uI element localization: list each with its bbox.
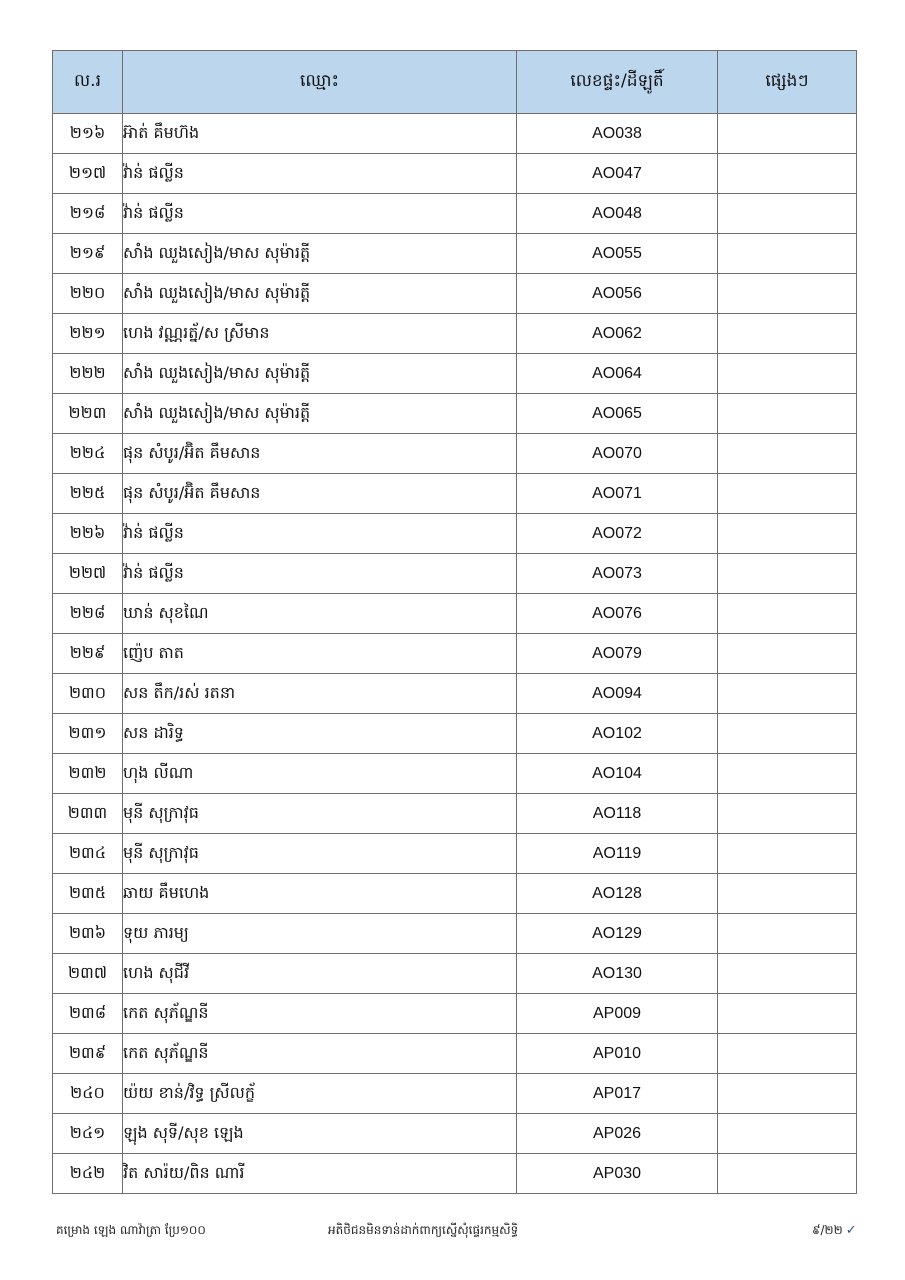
row-name: វ៉ាន់ ផល្លីន xyxy=(123,194,517,234)
row-number: ២៣៩ xyxy=(53,1034,123,1074)
row-number: ២៣០ xyxy=(53,674,123,714)
row-house-plot-number: AO119 xyxy=(517,834,718,874)
table-row xyxy=(53,514,857,554)
row-name: ហេង សុជីវី xyxy=(123,954,517,994)
row-number: ២២៥ xyxy=(53,474,123,514)
row-name: មុនី សុក្រាវុធ xyxy=(123,834,517,874)
table-row xyxy=(53,354,857,394)
row-number: ២២៣ xyxy=(53,394,123,434)
row-number: ២៣៧ xyxy=(53,954,123,994)
row-house-plot-number: AO072 xyxy=(517,514,718,554)
table-row xyxy=(53,154,857,194)
row-other xyxy=(718,394,857,434)
row-other xyxy=(718,674,857,714)
row-house-plot-number: AO076 xyxy=(517,594,718,634)
row-number: ២៣៥ xyxy=(53,874,123,914)
row-name: ញ៉េប តាត xyxy=(123,634,517,674)
row-house-plot-number: AO128 xyxy=(517,874,718,914)
row-number: ២៣២ xyxy=(53,754,123,794)
row-house-plot-number: AP009 xyxy=(517,994,718,1034)
table-row xyxy=(53,1114,857,1154)
row-number: ២២៦ xyxy=(53,514,123,554)
row-other xyxy=(718,1154,857,1194)
row-number: ២១៦ xyxy=(53,114,123,154)
row-number: ២៣៦ xyxy=(53,914,123,954)
row-number: ២២៩ xyxy=(53,634,123,674)
row-number: ២៣១ xyxy=(53,714,123,754)
row-house-plot-number: AO071 xyxy=(517,474,718,514)
table-row xyxy=(53,674,857,714)
row-number: ២៣៨ xyxy=(53,994,123,1034)
row-name: ទុយ ភារម្យ xyxy=(123,914,517,954)
row-other xyxy=(718,234,857,274)
table-row xyxy=(53,114,857,154)
row-number: ២២៧ xyxy=(53,554,123,594)
row-other xyxy=(718,594,857,634)
table-row xyxy=(53,474,857,514)
row-other xyxy=(718,554,857,594)
row-number: ២៤១ xyxy=(53,1114,123,1154)
row-number: ២២១ xyxy=(53,314,123,354)
table-row xyxy=(53,954,857,994)
header-number: ល.រ xyxy=(53,51,123,114)
table-row xyxy=(53,394,857,434)
row-other xyxy=(718,874,857,914)
row-number: ២២០ xyxy=(53,274,123,314)
row-house-plot-number: AO047 xyxy=(517,154,718,194)
row-name: កេត សុភ័ណ្ឌនី xyxy=(123,1034,517,1074)
row-house-plot-number: AO102 xyxy=(517,714,718,754)
row-house-plot-number: AO073 xyxy=(517,554,718,594)
page-number: ៩/២២ xyxy=(812,1223,843,1237)
row-house-plot-number: AO056 xyxy=(517,274,718,314)
row-number: ២៣៤ xyxy=(53,834,123,874)
table-row xyxy=(53,634,857,674)
table-body xyxy=(53,114,857,1194)
table-row xyxy=(53,754,857,794)
table-row xyxy=(53,194,857,234)
row-house-plot-number: AO130 xyxy=(517,954,718,994)
table-row xyxy=(53,434,857,474)
header-house-plot-number: លេខផ្ទះ/ដីឡូតិ៍ xyxy=(517,51,718,114)
table-row xyxy=(53,874,857,914)
table-row xyxy=(53,1034,857,1074)
row-name: វិត សារ៉យ/ពិន ណារី xyxy=(123,1154,517,1194)
table-row xyxy=(53,1074,857,1114)
row-house-plot-number: AO118 xyxy=(517,794,718,834)
row-name: សាំង ឈួងសៀង/មាស សុម៉ារត្តី xyxy=(123,234,517,274)
row-name: សាំង ឈួងសៀង/មាស សុម៉ារត្តី xyxy=(123,394,517,434)
row-other xyxy=(718,114,857,154)
row-other xyxy=(718,354,857,394)
row-name: ហេង វណ្ណរត្ន័/ស ស្រីមាន xyxy=(123,314,517,354)
row-name: វ៉ាន់ ផល្លីន xyxy=(123,554,517,594)
row-house-plot-number: AO055 xyxy=(517,234,718,274)
row-house-plot-number: AP026 xyxy=(517,1114,718,1154)
row-number: ២៣៣ xyxy=(53,794,123,834)
header-other: ផ្សេងៗ xyxy=(718,51,857,114)
check-mark-icon: ✓ xyxy=(845,1223,857,1238)
row-number: ២១៧ xyxy=(53,154,123,194)
row-other xyxy=(718,954,857,994)
row-name: សាំង ឈួងសៀង/មាស សុម៉ារត្តី xyxy=(123,274,517,314)
row-other xyxy=(718,754,857,794)
table-row xyxy=(53,314,857,354)
row-other xyxy=(718,994,857,1034)
row-other xyxy=(718,474,857,514)
row-house-plot-number: AP030 xyxy=(517,1154,718,1194)
row-house-plot-number: AO064 xyxy=(517,354,718,394)
row-name: កេត សុភ័ណ្ឌនី xyxy=(123,994,517,1034)
row-other xyxy=(718,274,857,314)
row-other xyxy=(718,1034,857,1074)
table-row xyxy=(53,554,857,594)
row-name: សាំង ឈួងសៀង/មាស សុម៉ារត្តី xyxy=(123,354,517,394)
row-house-plot-number: AP010 xyxy=(517,1034,718,1074)
row-other xyxy=(718,634,857,674)
footer-page-indicator xyxy=(812,1222,857,1240)
row-house-plot-number: AP017 xyxy=(517,1074,718,1114)
table-row xyxy=(53,234,857,274)
table-header xyxy=(53,51,857,114)
row-number: ២២៨ xyxy=(53,594,123,634)
row-number: ២៤០ xyxy=(53,1074,123,1114)
row-name: ឆាយ គឹមហេង xyxy=(123,874,517,914)
row-other xyxy=(718,434,857,474)
row-number: ២១៨ xyxy=(53,194,123,234)
row-other xyxy=(718,794,857,834)
row-name: ផុន សំបូរ/អ៊ិត គឹមសាន xyxy=(123,474,517,514)
row-name: វ៉ាន់ ផល្លីន xyxy=(123,154,517,194)
row-other xyxy=(718,314,857,354)
row-other xyxy=(718,194,857,234)
row-other xyxy=(718,714,857,754)
row-house-plot-number: AO079 xyxy=(517,634,718,674)
row-other xyxy=(718,154,857,194)
row-number: ២៤២ xyxy=(53,1154,123,1194)
row-house-plot-number: AO094 xyxy=(517,674,718,714)
table-row xyxy=(53,1154,857,1194)
row-name: ឡុង សុទី/សុខ ឡេង xyxy=(123,1114,517,1154)
row-name: ផុន សំបូរ/អ៊ិត គឹមសាន xyxy=(123,434,517,474)
row-other xyxy=(718,514,857,554)
row-other xyxy=(718,1074,857,1114)
row-name: យ៉យ ខាន់/វិទ្ធ ស្រីលក្ខ័ xyxy=(123,1074,517,1114)
row-name: ហុង លីណា xyxy=(123,754,517,794)
table-row xyxy=(53,714,857,754)
row-house-plot-number: AO038 xyxy=(517,114,718,154)
row-other xyxy=(718,914,857,954)
header-name: ឈ្មោះ xyxy=(123,51,517,114)
row-house-plot-number: AO070 xyxy=(517,434,718,474)
row-house-plot-number: AO048 xyxy=(517,194,718,234)
row-house-plot-number: AO129 xyxy=(517,914,718,954)
row-number: ២២៤ xyxy=(53,434,123,474)
table-row xyxy=(53,914,857,954)
owners-table xyxy=(52,50,857,1194)
row-name: មុនី សុក្រាវុធ xyxy=(123,794,517,834)
row-name: ឃាន់ សុខណៃ xyxy=(123,594,517,634)
row-name: វ៉ាន់ ផល្លីន xyxy=(123,514,517,554)
row-name: សន តឹក/រស់ រតនា xyxy=(123,674,517,714)
row-house-plot-number: AO065 xyxy=(517,394,718,434)
row-name: សន ដារិទ្ធ xyxy=(123,714,517,754)
table-row xyxy=(53,274,857,314)
row-number: ២២២ xyxy=(53,354,123,394)
table-row xyxy=(53,594,857,634)
table-row xyxy=(53,794,857,834)
row-other xyxy=(718,1114,857,1154)
row-house-plot-number: AO104 xyxy=(517,754,718,794)
footer-project: គម្រោង ឡេង ណាវ៉ាត្រា ប្រែ១០០ xyxy=(56,1223,206,1237)
row-house-plot-number: AO062 xyxy=(517,314,718,354)
row-other xyxy=(718,834,857,874)
table-row xyxy=(53,994,857,1034)
row-number: ២១៩ xyxy=(53,234,123,274)
footer-title: អតិថិជនមិនទាន់ដាក់ពាក្យស្នើសុំផ្ទេរកម្មសិទ្ធិ xyxy=(328,1223,519,1237)
row-name: អ៊ាត់ គឹមហ៊ង xyxy=(123,114,517,154)
header-row xyxy=(53,51,857,114)
table-row xyxy=(53,834,857,874)
